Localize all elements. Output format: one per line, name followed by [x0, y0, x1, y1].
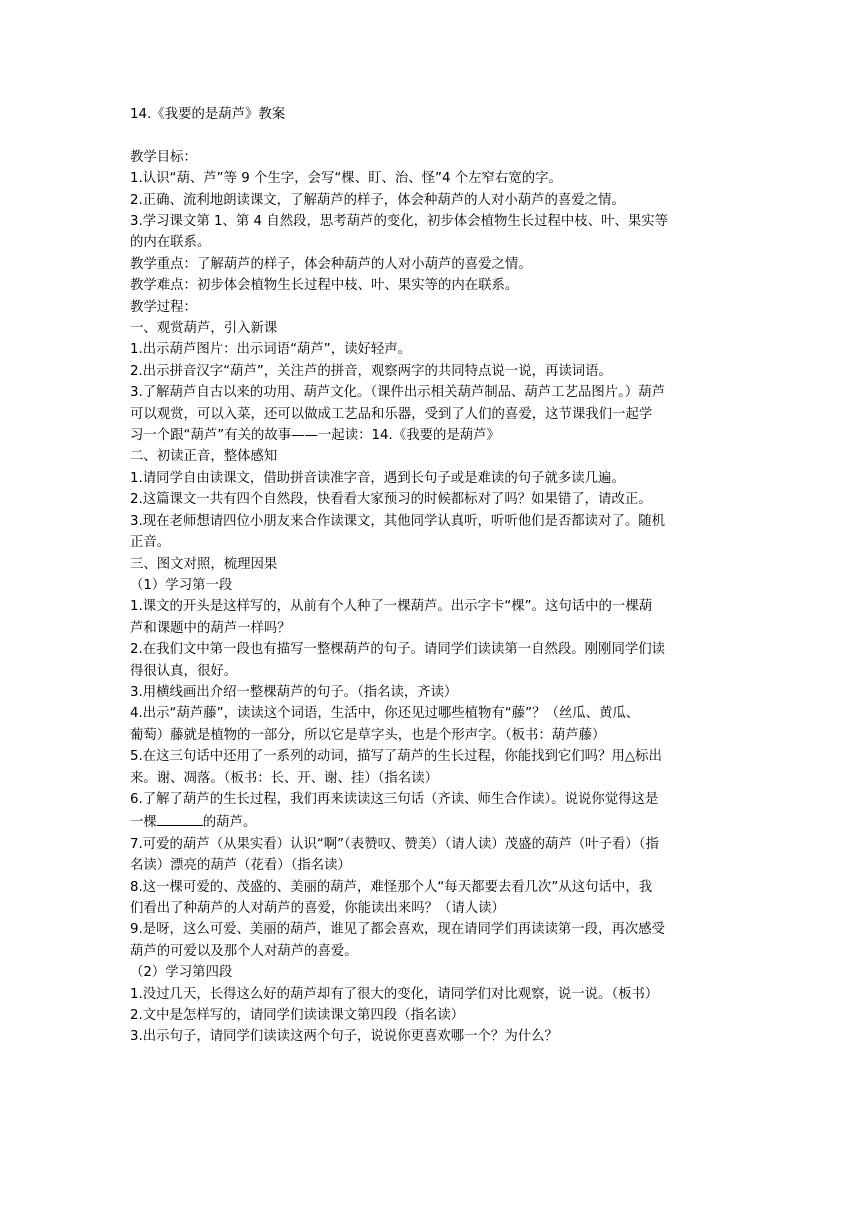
step-item-cont: 葡萄）藤就是植物的一部分，所以它是草字头，也是个形声字。（板书：葫芦藤）: [130, 727, 606, 743]
step-item-cont: 习一个跟“葫芦”有关的故事——一起读：14.《我要的是葫芦》: [130, 428, 500, 444]
step-item-cont: 名读）漂亮的葫芦（花看）（指名读）: [130, 858, 351, 874]
step-item-cont: 可以观赏，可以入菜，还可以做成工艺品和乐器，受到了人们的喜爱，这节课我们一起学: [130, 406, 653, 422]
blank-prefix: 一棵: [130, 815, 157, 831]
key-point: 教学重点：了解葫芦的样子，体会种葫芦的人对小葫芦的喜爱之情。: [130, 256, 532, 272]
step-item: 3.了解葫芦自古以来的功用、葫芦文化。（课件出示相关葫芦制品、葫芦工艺品图片。）葫芦: [130, 385, 665, 401]
step-item: 7.可爱的葫芦（从果实看）认识“啊”（表赞叹、赞美）（请人读）茂盛的葫芦（叶子看）（指: [130, 836, 659, 852]
subsection-heading: 一、观赏葫芦，引入新课: [130, 321, 278, 337]
step-item: 3.现在老师想请四位小朋友来合作读课文，其他同学认真听，听听他们是否都读对了。随机: [130, 513, 666, 529]
step-item: 9.是呀，这么可爱、美丽的葫芦，谁见了都会喜欢，现在请同学们再读读第一段，再次感受: [130, 922, 666, 938]
objective-item: 1.认识“葫、芦”等 9 个生字，会写“棵、盯、治、怪”4 个左窄右宽的字。: [130, 171, 562, 187]
fill-in-blank: [157, 810, 203, 826]
step-item-cont: 葫芦的可爱以及那个人对葫芦的喜爱。: [130, 943, 358, 959]
blank-line: [130, 125, 734, 146]
step-item: 3.出示句子，请同学们读读这两个句子，说说你更喜欢哪一个？为什么？: [130, 1029, 558, 1045]
document-title: 14.《我要的是葫芦》教案: [130, 107, 286, 122]
objective-item-cont: 的内在联系。: [130, 235, 211, 251]
step-item: 1.课文的开头是这样写的，从前有个人种了一棵葫芦。出示字卡“棵”。这句话中的一棵葫: [130, 599, 653, 615]
subsection-heading: 二、初读正音，整体感知: [130, 449, 278, 465]
objective-item: 3.学习课文第 1、第 4 自然段，思考葫芦的变化，初步体会植物生长过程中枝、叶、果实等: [130, 214, 669, 230]
step-item: 1.请同学自由读课文，借助拼音读准字音，遇到长句子或是难读的句子就多读几遍。: [130, 470, 625, 486]
step-item: 8.这一棵可爱的、茂盛的、美丽的葫芦，难怪那个人“每天都要去看几次”从这句话中，我: [130, 879, 653, 895]
step-item: 4.出示“葫芦藤”，读读这个词语，生活中，你还见过哪些植物有“藤”？（丝瓜、黄瓜、: [130, 706, 640, 722]
document-page: [130, 104, 734, 1048]
section-heading: 教学过程：: [130, 299, 197, 315]
step-item-cont: 得很认真，很好。: [130, 663, 238, 679]
section-heading: 教学目标：: [130, 149, 197, 165]
part-heading: （2）学习第四段: [130, 965, 233, 981]
step-item-cont: 芦和课题中的葫芦一样吗？: [130, 620, 291, 636]
step-item-cont-with-blank: [130, 810, 734, 833]
step-item: 2.文中是怎样写的，请同学们读读课文第四段（指名读）: [130, 1008, 465, 1024]
objective-item: 2.正确、流利地朗读课文，了解葫芦的样子，体会种葫芦的人对小葫芦的喜爱之情。: [130, 192, 625, 208]
step-item: 2.在我们文中第一段也有描写一整棵葫芦的句子。请同学们读读第一自然段。刚刚同学们读: [130, 642, 666, 658]
step-item: 5.在这三句话中还用了一系列的动词，描写了葫芦的生长过程，你能找到它们吗？用△标出: [130, 749, 662, 765]
step-item: 3.用横线画出介绍一整棵葫芦的句子。（指名读，齐读）: [130, 684, 458, 700]
difficult-point: 教学难点：初步体会植物生长过程中枝、叶、果实等的内在联系。: [130, 278, 519, 294]
step-item: 2.这篇课文一共有四个自然段，快看看大家预习的时候都标对了吗？如果错了，请改正。: [130, 492, 652, 508]
part-heading: （1）学习第一段: [130, 577, 233, 593]
subsection-heading: 三、图文对照，梳理因果: [130, 556, 278, 572]
step-item: 6.了解了葫芦的生长过程，我们再来读读这三句话（齐读、师生合作读）。说说你觉得这是: [130, 791, 659, 807]
step-item-cont: 正音。: [130, 535, 171, 551]
step-item-cont: 来。谢、凋落。（板书：长、开、谢、挂）（指名读）: [130, 770, 438, 786]
step-item: 2.出示拼音汉字“葫芦”，关注芦的拼音，观察两字的共同特点说一说，再读词语。: [130, 363, 612, 379]
blank-suffix: 的葫芦。: [202, 815, 257, 831]
step-item: 1.出示葫芦图片：出示词语“葫芦”，读好轻声。: [130, 342, 412, 358]
step-item: 1.没过几天，长得这么好的葫芦却有了很大的变化，请同学们对比观察，说一说。（板书）: [130, 986, 659, 1002]
step-item-cont: 们看出了种葫芦的人对葫芦的喜爱，你能读出来吗？（请人读）: [130, 901, 505, 917]
